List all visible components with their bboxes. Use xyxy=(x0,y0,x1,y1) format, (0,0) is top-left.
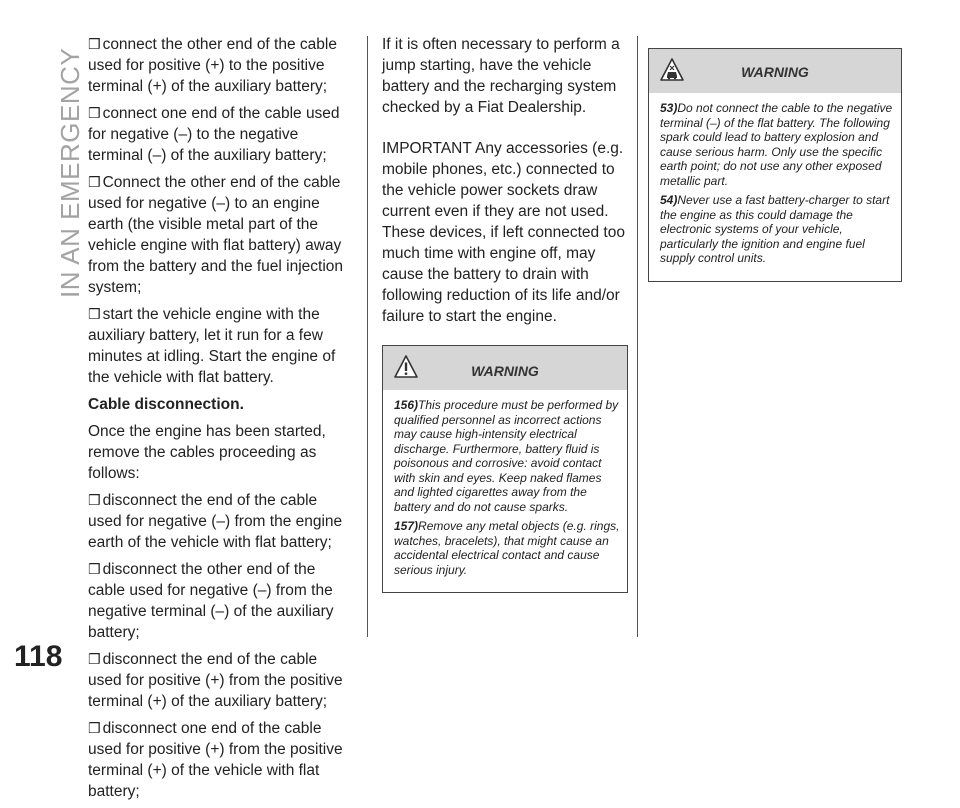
checkbox-bullet-icon: ❒ xyxy=(88,651,101,667)
note-ref: 54) xyxy=(660,193,678,207)
column-divider xyxy=(367,36,368,637)
important-paragraph: IMPORTANT Any accessories (e.g. mobile phones, etc.) connected to the vehicle power sockets draw current even if they are not used. These devices, if left connected too much time with engine off, may cause the battery to drain with following reduction of its life and/or failure to start the engine. xyxy=(382,140,625,325)
warning-item: 157)Remove any metal objects (e.g. rings, watches, bracelets), that might cause an accidental electrical contact and cause serious injury. xyxy=(394,519,620,577)
checkbox-bullet-icon: ❒ xyxy=(88,492,101,508)
intro-paragraph: Once the engine has been started, remove the cables proceeding as follows: xyxy=(88,423,326,482)
list-item: ❒ disconnect the end of the cable used for positive (+) from the positive terminal (+) of the auxiliary battery; xyxy=(88,651,343,710)
warning-box xyxy=(382,345,628,593)
checkbox-bullet-icon: ❒ xyxy=(88,174,101,190)
list-item: ❒ start the vehicle engine with the auxiliary battery, let it run for a few minutes at idling. Start the engine of the vehicle with flat battery. xyxy=(88,306,336,386)
checkbox-bullet-icon: ❒ xyxy=(88,720,101,736)
section-heading: Cable disconnection. xyxy=(88,396,244,413)
checkbox-bullet-icon: ❒ xyxy=(88,306,101,322)
warning-item: 156)This procedure must be performed by qualified personnel as incorrect actions may cause high-intensity electrical discharge. Furthermore, battery fluid is poisonous and corrosive: avoid contact with skin and eyes. Keep naked flames and lighted cigarettes away from the battery and do not cause sparks. xyxy=(394,398,619,514)
checkbox-bullet-icon: ❒ xyxy=(88,36,101,52)
list-item: ❒ connect the other end of the cable used for positive (+) to the positive terminal (+) of the auxiliary battery; xyxy=(88,36,337,95)
warning-box xyxy=(648,48,902,282)
checkbox-bullet-icon: ❒ xyxy=(88,561,101,577)
warning-body xyxy=(649,93,901,281)
note-ref: 156) xyxy=(394,398,419,412)
list-item: ❒ disconnect one end of the cable used for positive (+) from the positive terminal (+) of the vehicle with flat battery; xyxy=(88,720,343,800)
paragraph: If it is often necessary to perform a jump starting, have the vehicle battery and the recharging system checked by a Fiat Dealership. xyxy=(382,36,620,116)
list-item: ❒ disconnect the other end of the cable used for negative (–) from the negative terminal (–) of the auxiliary battery; xyxy=(88,561,334,641)
warning-item: 54)Never use a fast battery-charger to start the engine as this could damage the electronic systems of your vehicle, particularly the ignition and engine fuel supply control units. xyxy=(660,193,890,265)
warning-header xyxy=(649,49,901,93)
column-2 xyxy=(382,34,629,593)
warning-item: 53)Do not connect the cable to the negative terminal (–) of the flat battery. The following spark could lead to battery explosion and cause serious harm. Only use the specific earth point; do not use any other exposed metallic part. xyxy=(660,101,893,188)
column-divider xyxy=(637,36,638,637)
warning-header xyxy=(383,346,627,390)
warning-title: WARNING xyxy=(471,363,539,379)
column-1 xyxy=(88,34,355,808)
note-ref: 157) xyxy=(394,519,419,533)
note-ref: 53) xyxy=(660,101,678,115)
list-item: ❒ connect one end of the cable used for negative (–) to the negative terminal (–) of the auxiliary battery; xyxy=(88,105,340,164)
list-item: ❒ disconnect the end of the cable used for negative (–) from the engine earth of the vehicle with flat battery; xyxy=(88,492,343,551)
checkbox-bullet-icon: ❒ xyxy=(88,105,101,121)
section-title: IN AN EMERGENCY xyxy=(55,47,85,298)
warning-body xyxy=(383,390,627,592)
page-number: 118 xyxy=(14,640,63,673)
warning-title: WARNING xyxy=(741,64,809,80)
list-item: ❒ Connect the other end of the cable used for negative (–) to an engine earth (the visible metal part of the vehicle engine with flat battery) away from the battery and the fuel injection system; xyxy=(88,174,344,296)
